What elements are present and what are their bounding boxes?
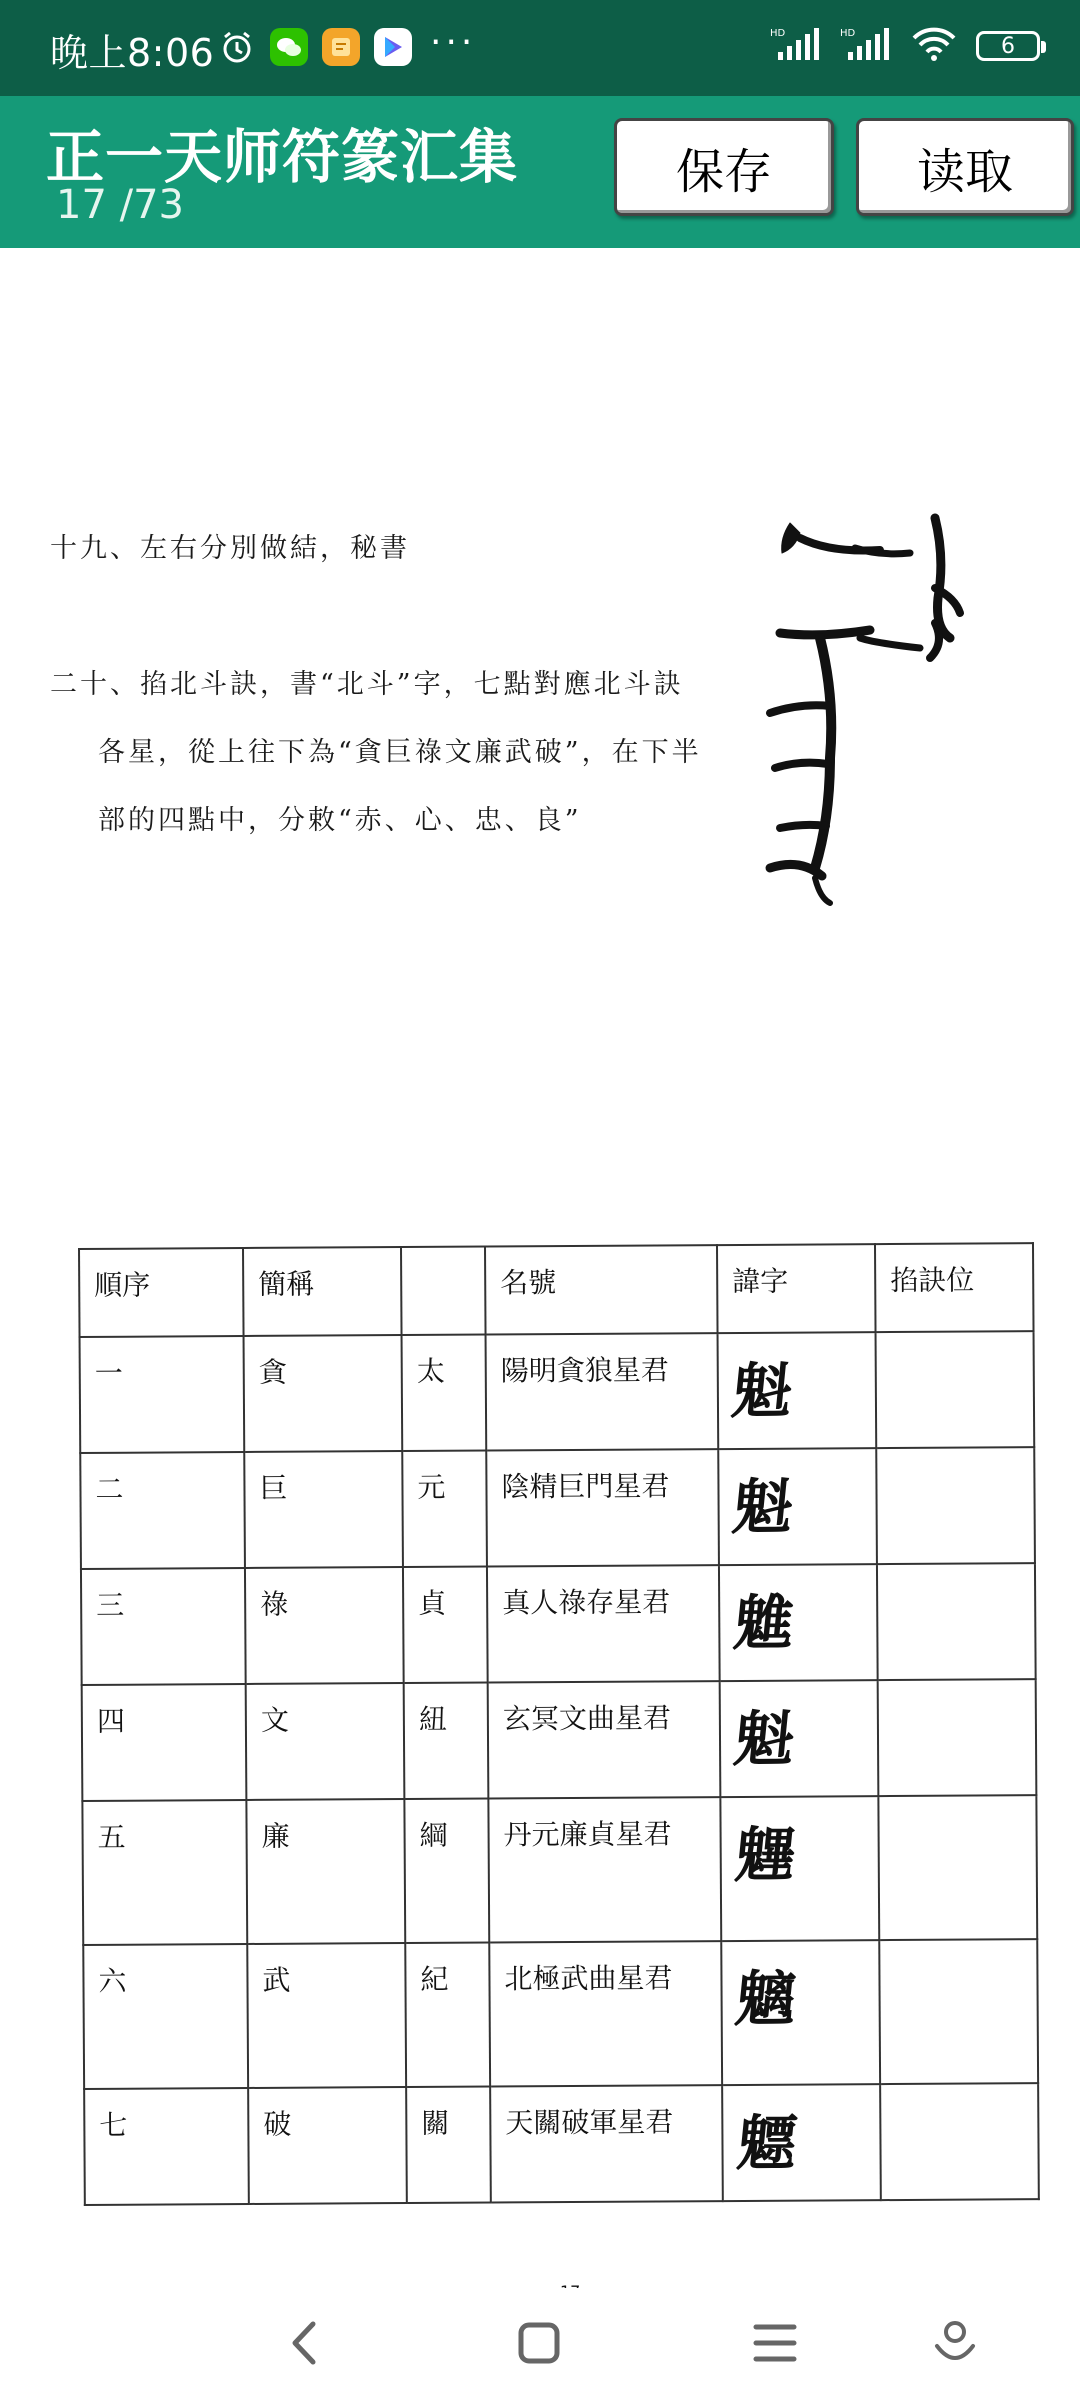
app-header	[0, 96, 1080, 248]
cell-title: 北極武曲星君	[489, 1941, 722, 2086]
taboo-glyph: 魁	[729, 1472, 793, 1544]
cell-short: 巨	[244, 1451, 403, 1568]
table-row	[82, 1795, 1037, 1945]
save-button[interactable]: 保存	[614, 118, 834, 216]
table-header-row	[79, 1243, 1034, 1337]
back-button[interactable]	[270, 2308, 340, 2378]
cell-short: 破	[248, 2087, 407, 2204]
page-counter: 17 /73	[56, 182, 184, 228]
cell-title: 丹元廉貞星君	[488, 1797, 721, 1942]
cell-char: 元	[402, 1451, 487, 1568]
beidou-talisman-image	[760, 498, 1020, 918]
cell-seal	[877, 1563, 1036, 1680]
table-row	[80, 1331, 1035, 1453]
header-short-name: 簡稱	[243, 1247, 402, 1336]
paragraph-20-line-1: 二十、掐北斗訣，書“北斗”字，七點對應北斗訣	[50, 669, 684, 700]
cell-glyph	[720, 1680, 879, 1797]
system-status-icons	[770, 26, 1040, 66]
menu-icon	[752, 2321, 798, 2365]
app-title: 正一天师符篆汇集	[46, 123, 519, 191]
cell-char: 太	[402, 1335, 487, 1452]
cell-glyph	[719, 1564, 878, 1681]
taboo-glyph: 魒	[733, 2108, 797, 2180]
cell-char: 貞	[403, 1567, 488, 1684]
paragraph-20-line-3: 部的四點中，分敕“赤、心、忠、良”	[98, 805, 582, 836]
cell-seal	[879, 1939, 1038, 2084]
cell-title: 玄冥文曲星君	[488, 1681, 721, 1798]
status-time: 晚上8:06	[50, 31, 215, 75]
cell-char: 紀	[405, 1943, 490, 2088]
assistant-icon	[931, 2318, 979, 2368]
cell-title: 陽明貪狼星君	[486, 1333, 719, 1450]
cell-order: 六	[83, 1944, 248, 2089]
svg-text:HD: HD	[840, 28, 856, 39]
table-row	[84, 2083, 1039, 2205]
svg-text:HD: HD	[770, 28, 786, 39]
cell-short: 文	[246, 1683, 405, 1800]
battery-icon: 6	[976, 31, 1040, 61]
cell-glyph	[722, 2084, 881, 2201]
back-icon	[285, 2318, 325, 2368]
cell-glyph	[718, 1332, 877, 1449]
document-page[interactable]	[0, 248, 1080, 2288]
header-title: 名號	[485, 1245, 718, 1334]
table-row	[82, 1679, 1037, 1801]
notification-icons	[218, 28, 412, 66]
star-table	[78, 1242, 1040, 2206]
taboo-glyph: 魓	[731, 1820, 795, 1892]
recents-button[interactable]	[740, 2308, 810, 2378]
read-button[interactable]: 读取	[856, 118, 1074, 216]
cell-short: 貪	[244, 1335, 403, 1452]
cell-glyph	[718, 1448, 877, 1565]
cell-seal	[876, 1331, 1035, 1448]
play-store-icon	[374, 28, 412, 66]
cell-short: 廉	[246, 1799, 405, 1944]
paragraph-20-line-2: 各星，從上往下為“貪巨祿文廉武破”，在下半	[98, 737, 702, 768]
cell-order: 二	[80, 1452, 245, 1569]
assistant-button[interactable]	[920, 2308, 990, 2378]
cell-char: 關	[406, 2086, 491, 2203]
cell-order: 五	[82, 1800, 247, 1945]
wechat-icon	[270, 28, 308, 66]
cell-order: 一	[80, 1336, 245, 1453]
cell-seal	[878, 1795, 1037, 1940]
taboo-glyph: 魑	[732, 1964, 796, 2036]
wifi-icon	[910, 26, 958, 66]
table-row	[81, 1563, 1036, 1685]
header-taboo-glyph: 諱字	[717, 1244, 876, 1333]
cell-glyph	[720, 1796, 879, 1941]
header-order: 順序	[79, 1248, 244, 1337]
cell-title: 陰精巨門星君	[486, 1449, 719, 1566]
cell-char: 綱	[404, 1799, 489, 1944]
home-button[interactable]	[504, 2308, 574, 2378]
table-row	[83, 1939, 1038, 2089]
signal-hd-icon	[770, 26, 822, 66]
alarm-icon	[218, 28, 256, 66]
cell-char: 紐	[404, 1683, 489, 1800]
cell-order: 三	[81, 1568, 246, 1685]
cell-seal	[878, 1679, 1037, 1796]
header-hand-seal-position: 掐訣位	[875, 1243, 1034, 1332]
status-bar	[0, 0, 1080, 96]
cell-short: 武	[247, 1943, 406, 2088]
taboo-glyph: 魋	[730, 1588, 794, 1660]
header-character	[401, 1247, 486, 1336]
cell-seal	[880, 2083, 1039, 2200]
cell-order: 四	[82, 1684, 247, 1801]
cell-title: 真人祿存星君	[487, 1565, 720, 1682]
signal-hd-icon-2	[840, 26, 892, 66]
cell-seal	[876, 1447, 1035, 1564]
taboo-glyph: 魁	[731, 1704, 794, 1776]
table-row	[80, 1447, 1035, 1569]
home-icon	[516, 2320, 562, 2366]
cell-order: 七	[84, 2088, 249, 2205]
cell-title: 天關破軍星君	[490, 2085, 723, 2202]
system-navigation-bar	[0, 2288, 1080, 2400]
cell-short: 祿	[245, 1567, 404, 1684]
more-notifications-indicator: ···	[430, 22, 477, 63]
paragraph-19: 十九、左右分別做結，秘書	[50, 533, 410, 564]
notes-app-icon	[322, 28, 360, 66]
cell-glyph	[721, 1940, 880, 2085]
taboo-glyph: 魁	[728, 1356, 792, 1428]
